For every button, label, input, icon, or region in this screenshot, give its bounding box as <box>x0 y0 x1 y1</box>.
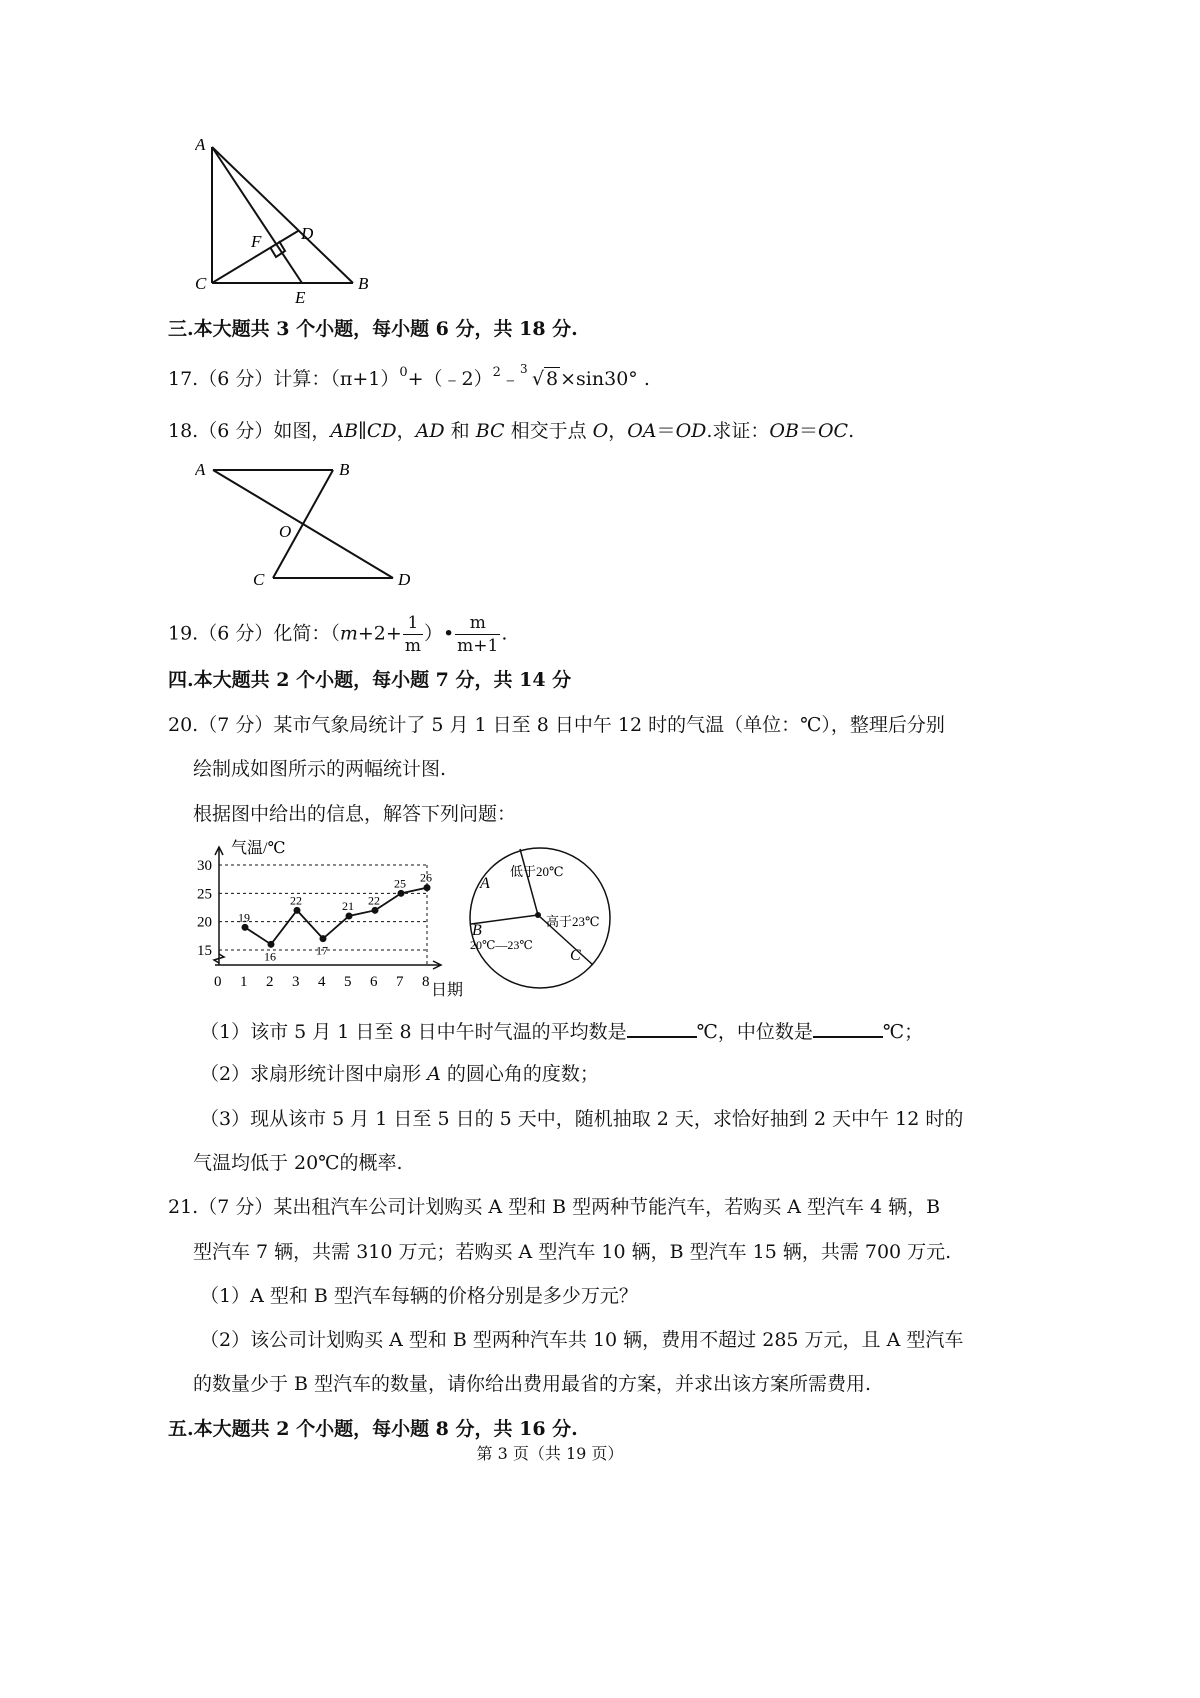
data-label-3: 22 <box>290 893 302 908</box>
q21-line1: 21.（7 分）某出租汽车公司计划购买 A 型和 B 型两种节能汽车，若购买 A 型汽车 4 辆，B <box>168 1196 941 1218</box>
x-tick-1: 1 <box>240 974 248 990</box>
data-label-2: 16 <box>264 949 276 964</box>
section5-heading: 五.本大题共 2 个小题，每小题 8 分，共 16 分. <box>168 1418 578 1440</box>
q18-par: ∥ <box>358 420 367 442</box>
radicand: 8 <box>546 368 559 390</box>
data-point-1 <box>242 924 249 931</box>
q19-mid: ）• <box>423 622 455 645</box>
x-tick-3: 3 <box>292 974 300 990</box>
q20-line3: 根据图中给出的信息，解答下列问题： <box>193 803 517 825</box>
label-C2: C <box>253 570 265 589</box>
q20-sub1-b: ℃，中位数是 <box>696 1021 813 1043</box>
q18-comma1: ， <box>396 420 416 442</box>
q18-bc: BC <box>475 420 505 442</box>
q21-sub2-line1: （2）该公司计划购买 A 型和 B 型两种汽车共 10 辆，费用不超过 285 万元，且 A 型汽车 <box>200 1329 964 1351</box>
temperature-pie-chart <box>460 840 620 1000</box>
q17-prefix: 17.（6 分）计算：（π+1） <box>168 368 400 390</box>
label-A: A <box>195 135 206 154</box>
q20-sub1-c: ℃； <box>882 1021 924 1043</box>
data-point-5 <box>346 913 353 920</box>
q18-oc: OC <box>817 420 849 442</box>
q17-exp0: 0 <box>399 365 408 380</box>
q20-sub3-line1: （3）现从该市 5 月 1 日至 5 日的 5 天中，随机抽取 2 天，求恰好抽到 2 天中午 12 时的 <box>200 1108 964 1130</box>
q18 <box>168 418 854 444</box>
data-point-3 <box>294 907 301 914</box>
label-B: B <box>358 274 369 293</box>
fraction-m-over-m1 <box>455 612 500 657</box>
q18-oa: OA <box>627 420 657 442</box>
label-D: D <box>301 224 314 243</box>
q19-m: m <box>339 622 358 645</box>
q20-line2: 绘制成如图所示的两幅统计图. <box>193 758 447 780</box>
frac2-den: m+1 <box>457 636 499 656</box>
q17-minus: ﹣ <box>500 368 520 390</box>
q20-line1: 20.（7 分）某市气象局统计了 5 月 1 日至 8 日中午 12 时的气温（单位：℃），整理后分别 <box>168 714 945 736</box>
data-label-6: 22 <box>368 893 380 908</box>
q20-sub1-a: （1）该市 5 月 1 日至 8 日中午时气温的平均数是 <box>200 1021 627 1043</box>
q18-ab: AB <box>330 420 359 442</box>
data-label-8: 26 <box>420 870 432 885</box>
x-tick-2: 2 <box>266 974 274 990</box>
answer-blank-median[interactable] <box>813 1018 883 1038</box>
chart-ylabel: 气温/℃ <box>231 840 286 857</box>
label-B2: B <box>339 460 350 479</box>
y-tick-25: 25 <box>197 886 212 903</box>
frac1-num: 1 <box>403 612 423 635</box>
root-index: 3 <box>519 362 528 376</box>
data-label-4: 17 <box>316 943 328 958</box>
q20-sub2-A: A <box>427 1063 441 1085</box>
answer-blank-mean[interactable] <box>627 1018 697 1038</box>
q20-sub2-a: （2）求扇形统计图中扇形 <box>200 1063 428 1085</box>
data-point-7 <box>398 890 405 897</box>
q17 <box>168 362 650 395</box>
label-C: C <box>195 274 207 293</box>
q18-and: 和 <box>444 420 476 442</box>
frac1-den: m <box>404 636 421 656</box>
x-tick-8: 8 <box>422 974 430 990</box>
x-tick-0: 0 <box>214 974 222 990</box>
q18-ad: AD <box>415 420 445 442</box>
data-point-8 <box>424 884 431 891</box>
q18-ob: OB <box>769 420 799 442</box>
q18-eq1: ＝ <box>656 420 676 442</box>
label-F: F <box>251 232 262 251</box>
q21-sub2-line2: 的数量少于 B 型汽车的数量，请你给出费用最省的方案，并求出该方案所需费用. <box>193 1373 872 1395</box>
q17-tail: ×sin30° . <box>560 368 650 390</box>
pie-label-A: A <box>480 875 490 892</box>
q21-sub1: （1）A 型和 B 型汽车每辆的价格分别是多少万元？ <box>200 1285 638 1307</box>
q18-intersect: 相交于点 <box>504 420 593 442</box>
q19 <box>168 612 507 657</box>
q21-line2: 型汽车 7 辆，共需 310 万元；若购买 A 型汽车 10 辆，B 型汽车 15 辆，共需 700 万元. <box>193 1241 952 1263</box>
data-label-7: 25 <box>394 876 406 891</box>
q18-prefix: 18.（6 分）如图， <box>168 420 331 442</box>
pie-annot-high: 高于23℃ <box>546 914 600 929</box>
data-point-6 <box>372 907 379 914</box>
q20-sub1 <box>200 1018 923 1045</box>
data-point-2 <box>268 941 275 948</box>
q20-sub3-line2: 气温均低于 20℃的概率. <box>193 1152 403 1174</box>
x-tick-7: 7 <box>396 974 404 990</box>
section4-heading: 四.本大题共 2 个小题，每小题 7 分，共 14 分 <box>168 669 572 691</box>
q18-od: OD <box>675 420 707 442</box>
x-tick-4: 4 <box>318 974 326 990</box>
y-tick-15: 15 <box>197 943 212 959</box>
q18-o: O <box>592 420 609 442</box>
label-A2: A <box>195 460 206 479</box>
pie-label-B: B <box>472 922 482 939</box>
q18-comma2: ， <box>608 420 628 442</box>
q19-plus2: +2+ <box>357 622 402 645</box>
q18-prove: .求证： <box>706 420 770 442</box>
q18-eq2: ＝ <box>798 420 818 442</box>
q18-cd: CD <box>366 420 397 442</box>
q17-plus: +（﹣2） <box>407 368 493 390</box>
pie-center <box>535 912 541 918</box>
q20-sub2-b: 的圆心角的度数； <box>440 1063 599 1085</box>
page-footer: 第 3 页（共 19 页） <box>476 1444 624 1463</box>
chart-xlabel: 日期 <box>431 982 464 999</box>
q17-exp2: 2 <box>492 365 501 380</box>
y-tick-20: 20 <box>197 914 212 931</box>
pie-annot-mid: 20℃—23℃ <box>470 938 533 952</box>
cube-root: 3 √ 8 <box>520 366 560 392</box>
y-tick-30: 30 <box>197 858 212 874</box>
temperature-line-chart <box>195 835 475 1005</box>
label-E: E <box>295 288 306 307</box>
q19-end: . <box>501 622 508 645</box>
triangle-figure <box>195 135 385 310</box>
fraction-1-over-m <box>403 612 423 657</box>
label-D2: D <box>398 570 411 589</box>
section3-heading: 三.本大题共 3 个小题，每小题 6 分，共 18 分. <box>168 318 578 340</box>
pie-annot-low: 低于20℃ <box>510 864 564 879</box>
data-label-1: 19 <box>238 910 250 925</box>
x-tick-5: 5 <box>344 974 352 990</box>
frac2-num: m <box>455 612 500 635</box>
data-point-4 <box>320 935 327 942</box>
q19-prefix: 19.（6 分）化简：（ <box>168 622 340 645</box>
label-O: O <box>279 522 292 541</box>
q20-sub2 <box>200 1061 599 1087</box>
x-tick-6: 6 <box>370 974 378 990</box>
q18-end: . <box>848 420 855 442</box>
bowtie-figure <box>195 455 435 595</box>
pie-divider-1 <box>520 849 538 915</box>
data-label-5: 21 <box>342 899 354 913</box>
pie-label-C: C <box>570 947 581 964</box>
